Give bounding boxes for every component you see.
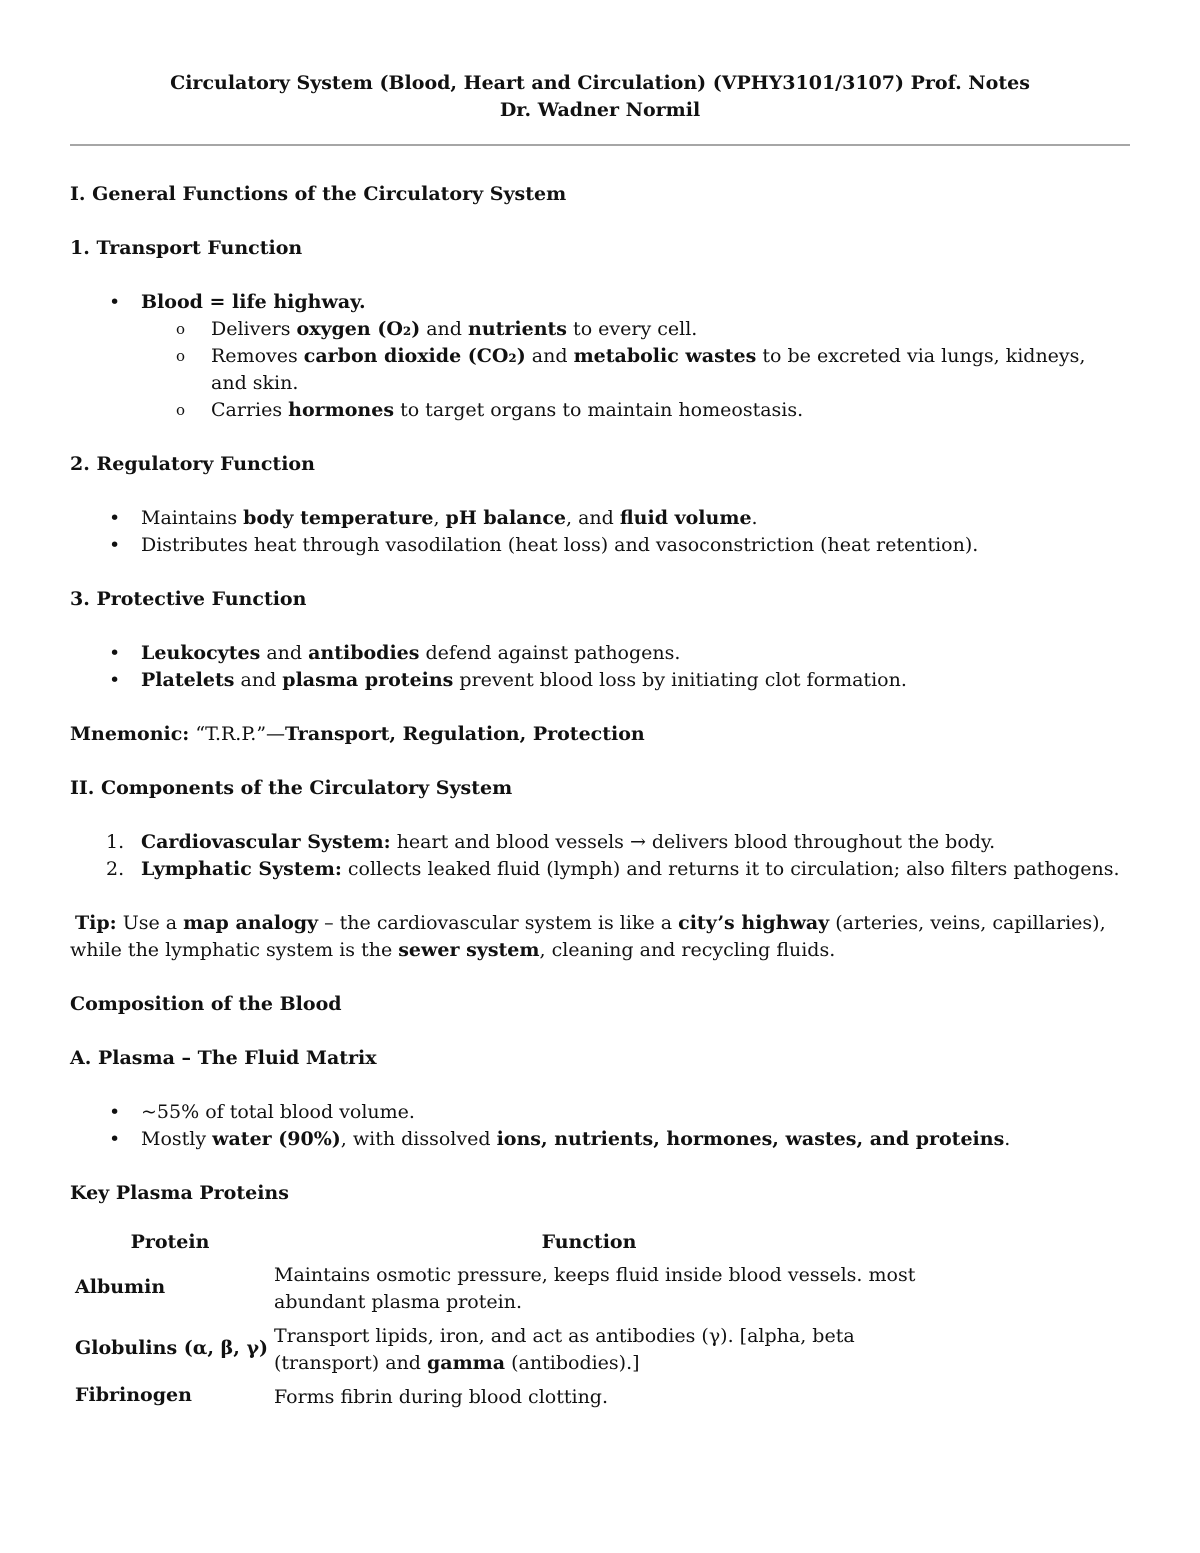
document-header [70, 70, 1130, 124]
column-header-protein: Protein [130, 1231, 210, 1253]
bullet-icon: • [109, 1101, 121, 1123]
table-row: Albumin Maintains osmotic pressure, keeps fluid inside blood vessels. most abundant plasma protein. [75, 1264, 916, 1313]
list-item: • Distributes heat through vasodilation (heat loss) and vasoconstriction (heat retention). [70, 532, 1130, 559]
list-item: 1. Cardiovascular System: heart and blood vessels → delivers blood throughout the body. [106, 831, 996, 853]
bullet-icon: • [109, 642, 121, 664]
list-item: o Delivers oxygen (O₂) and nutrients to every cell. [70, 316, 1130, 343]
transport-heading: 1. Transport Function [70, 237, 303, 259]
list-item: 2. Lymphatic System: collects leaked fluid (lymph) and returns it to circulation; also filters pathogens. [106, 858, 1120, 880]
bullet-icon: • [109, 1128, 121, 1150]
bullet-icon: • [109, 507, 121, 529]
list-item: • ~55% of total blood volume. [70, 1099, 1130, 1126]
list-item: • Platelets and plasma proteins prevent blood loss by initiating clot formation. [70, 667, 1130, 694]
list-item: • Leukocytes and antibodies defend against pathogens. [70, 640, 1130, 667]
list-item: • Maintains body temperature, pH balance, and fluid volume. [70, 505, 1130, 532]
document-page [70, 70, 1130, 1411]
plasma-proteins-table [70, 1227, 1130, 1411]
document-title: Circulatory System (Blood, Heart and Circulation) (VPHY3101/3107) Prof. Notes [170, 72, 1030, 94]
circle-bullet-icon: o [176, 401, 186, 419]
table-row: Fibrinogen Forms fibrin during blood clotting. [75, 1384, 609, 1408]
mnemonic-line: Mnemonic: “T.R.P.”—Transport, Regulation, Protection [70, 723, 645, 745]
table-header [70, 1227, 1130, 1257]
circle-bullet-icon: o [176, 320, 186, 338]
header-divider [70, 144, 1130, 146]
list-item: o Carries hormones to target organs to maintain homeostasis. [70, 397, 1130, 424]
bullet-icon: • [109, 534, 121, 556]
protective-heading: 3. Protective Function [70, 588, 307, 610]
section-1-heading: I. General Functions of the Circulatory System [70, 183, 567, 205]
regulatory-heading: 2. Regulatory Function [70, 453, 315, 475]
list-item: • Blood = life highway. [70, 289, 1130, 316]
composition-heading: Composition of the Blood [70, 993, 342, 1015]
list-item: o Removes carbon dioxide (CO₂) and metabolic wastes to be excreted via lungs, kidneys, and skin. [176, 345, 1086, 394]
circle-bullet-icon: o [176, 347, 186, 365]
section-2-heading: II. Components of the Circulatory System [70, 777, 513, 799]
bullet-icon: • [109, 291, 121, 313]
table-row: Globulins (α, β, γ) Transport lipids, iron, and act as antibodies (γ). [alpha, beta (transport) and gamma (antibodies).] [75, 1325, 855, 1374]
key-proteins-heading: Key Plasma Proteins [70, 1182, 289, 1204]
tip-paragraph: Tip: Use a map analogy – the cardiovascular system is like a city’s highway (arteries, veins, capillaries), while the lymphatic system is the sewer system, cleaning and recycling fluids. [70, 912, 1106, 961]
list-item: • Mostly water (90%), with dissolved ions, nutrients, hormones, wastes, and proteins. [70, 1126, 1130, 1153]
plasma-heading: A. Plasma – The Fluid Matrix [70, 1047, 377, 1069]
column-header-function: Function [541, 1231, 637, 1253]
bullet-icon: • [109, 669, 121, 691]
document-author: Dr. Wadner Normil [499, 99, 701, 121]
